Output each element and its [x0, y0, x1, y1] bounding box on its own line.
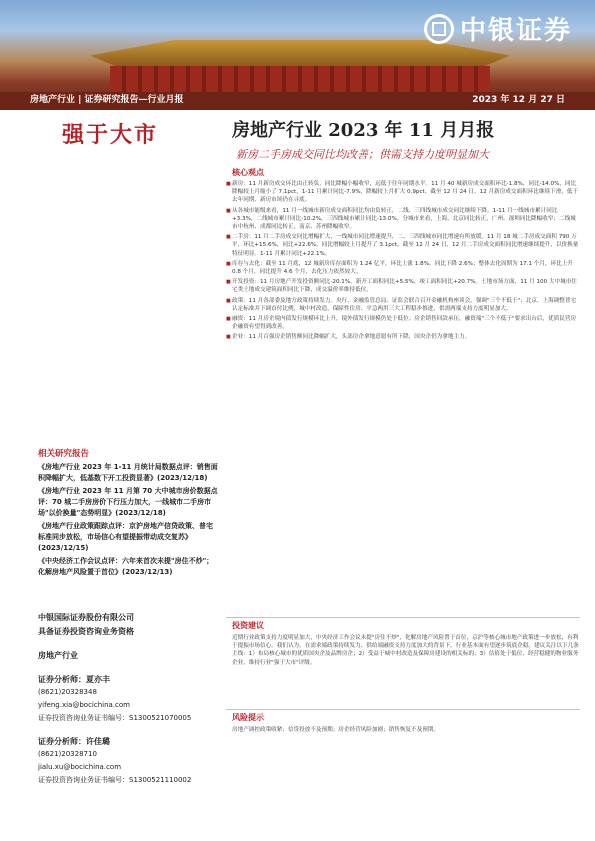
- related-title: 相关研究报告: [38, 449, 90, 459]
- page-subtitle: 新房二手房成交同比均改善；供需支持力度明显加大: [236, 148, 489, 161]
- analyst-1-phone: (8621)20328348: [38, 688, 97, 696]
- analyst-2-name: 证券分析师：许佳璐: [38, 737, 110, 746]
- report-category: 房地产行业 | 证券研究报告—行业月报: [30, 94, 184, 105]
- invest-text: 近期行业政策支持力度明显加大，中央经济工作会议未提"房住不炒"，化解房地产风险置于首位，京沪等核心城市地产政策进一步放松，有利于提振市场信心。我们认为，在需求端政策持续发力、供给端融资支持力度加大的背景下，行业基本面有望逐步筑底企稳。建议关注以下几条主线：1）布局核心城市的优质国央企及品牌房企；2）受益于城中村改造及保障房建设的相关标的；3）估值处于低位、经营稳健的物业服务企业。维持行业"强于大市"评级。: [232, 635, 579, 666]
- analyst-2-phone: (8621)20328710: [38, 750, 97, 758]
- core-views-heading: 核心观点: [232, 168, 264, 177]
- rating-label: 强于大市: [62, 123, 159, 148]
- risk-text: 房地产调控政策收紧；信贷投放不及预期；房企经营风险加剧；销售恢复不及预期。: [232, 727, 439, 733]
- header-bar: [0, 88, 595, 108]
- section-divider: [226, 709, 580, 710]
- core-point: ■ 企业：11 月百强房企销售额同比降幅扩大，头部房企拿地意愿有所下降，国央企仍为拿地主力。: [226, 333, 580, 341]
- company-info: [38, 612, 218, 640]
- related-item[interactable]: 《中央经济工作会议点评：六年来首次未提"房住不炒"；化解房地产风险置于首位》(2023/12/13): [38, 557, 214, 576]
- sector-name: [38, 650, 218, 663]
- analyst-1-email[interactable]: yifeng.xia@bocichina.com: [38, 701, 130, 709]
- page-title: 房地产行业 2023 年 11 月月报: [232, 120, 495, 141]
- sector-label: 房地产行业: [38, 651, 78, 660]
- brand-name: 中银证券: [460, 16, 573, 46]
- analyst-2-cert: 证券投资咨询业务证书编号：S1300521110002: [38, 776, 192, 784]
- core-point: ■ 从各城市能级来看，11 月一线城市新房成交面积同比均由负转正，二线、三四线城市成交同比继续下降。1-11 月一线城市累计同比+3.3%，二线城市累计同比-10.2%，三四线城市累计同比-13.0%。分城市来看，上海、北京同比转正，广州、深圳同比降幅收窄；二线城市中杭州、成都同比转正，南京、苏州降幅收窄。: [226, 207, 580, 232]
- related-list: [38, 462, 218, 580]
- analyst-1-name: 证券分析师：夏亦丰: [38, 675, 110, 684]
- invest-heading: 投资建议: [232, 621, 264, 630]
- core-point: ■ 新房：11 月新房成交环比由正转负，同比降幅小幅收窄，远低于往年同期水平。11 月 40 城新房成交面积环比-1.8%，同比-14.0%，同比降幅较上月缩小了 7.1pct，1-11 月累计同比-7.9%，降幅较上月扩大 0.9pct。截至 12 月 24 日，12 月新房成交面积环比继续下滑，低于去年同期，新房市场仍在寻底。: [226, 180, 580, 205]
- analyst-2-email[interactable]: jialu.xu@bocichina.com: [38, 763, 122, 771]
- company-name: 中银国际证券股份有限公司: [38, 613, 134, 622]
- related-item[interactable]: 《房地产行业 2023 年 11 月第 70 大中城市房价数据点评：70 城二手房房价下行压力加大，一线城市二手房市场"以价换量"态势明显》(2023/12/18): [38, 487, 218, 517]
- brand-logo: [424, 10, 572, 47]
- analyst-1-cert: 证券投资咨询业务证书编号：S1300521070005: [38, 714, 192, 722]
- core-point: ■ 开发投资：11 月房地产开发投资额同比-20.1%，新开工面积同比+5.5%，竣工面积同比+20.7%。土地市场方面，11 月 100 大中城市住宅类土地成交建筑面积同比下降，成交溢价率维持低位。: [226, 278, 580, 294]
- related-item[interactable]: 《房地产行业政策跟踪点评：京沪房地产信贷政策、普宅标准同步放松，市场信心有望提振带动成交复苏》(2023/12/15): [38, 522, 213, 552]
- core-point: ■ 库存与去化：截至 11 月底，12 城新房库存面积为 1.24 亿平，环比上涨 1.8%，同比下降 2.6%；整体去化周期为 17.1 个月，环比上升 0.8 个月，同比提升 4.6 个月，去化压力依然较大。: [226, 260, 580, 276]
- related-item[interactable]: 《房地产行业 2023 年 1-11 月统计局数据点评：销售面积降幅扩大，低基数下开工投资显著》(2023/12/18): [38, 463, 218, 482]
- core-point: ■ 融资：11 月房企境内债发行规模环比上升，境外债发行规模仍处于低位；房企销售回款承压，融资端"三个不低于"要求出台后，优质民营房企融资有望得到改善。: [226, 315, 580, 331]
- section-divider: [226, 617, 580, 618]
- bank-logo-icon: [424, 14, 454, 44]
- analyst-1: [38, 674, 218, 726]
- core-point: ■ 二手房：11 月二手房成交同比增幅扩大，一线城市同比增速提升，二、三四线城市同比增速有所放缓。11 月 18 城二手房成交面积 790 万平，环比+15.6%，同比+22.6%，同比增幅较上月提升了 3.1pct，截至 12 月 24 日，12 月二手房成交面积同比增速继续提升，以价换量特征明显。1-11 月累计同比+22.1%。: [226, 233, 580, 258]
- analyst-2: [38, 736, 218, 788]
- core-views-list: [226, 180, 580, 344]
- report-date: 2023 年 12 月 27 日: [472, 94, 565, 105]
- risk-heading: 风险提示: [232, 713, 264, 722]
- company-qualification: 具备证券投资咨询业务资格: [38, 627, 134, 636]
- core-point: ■ 政策：11 月各部委及地方政策持续发力。央行、金融监管总局、证监会联合召开金融机构座谈会，强调"三个不低于"；北京、上海调整普宅认定标准并下调首付比例，城中村改造、保障性住房、平急两用三大工程稳步推进，供需两端支持力度明显加大。: [226, 297, 580, 313]
